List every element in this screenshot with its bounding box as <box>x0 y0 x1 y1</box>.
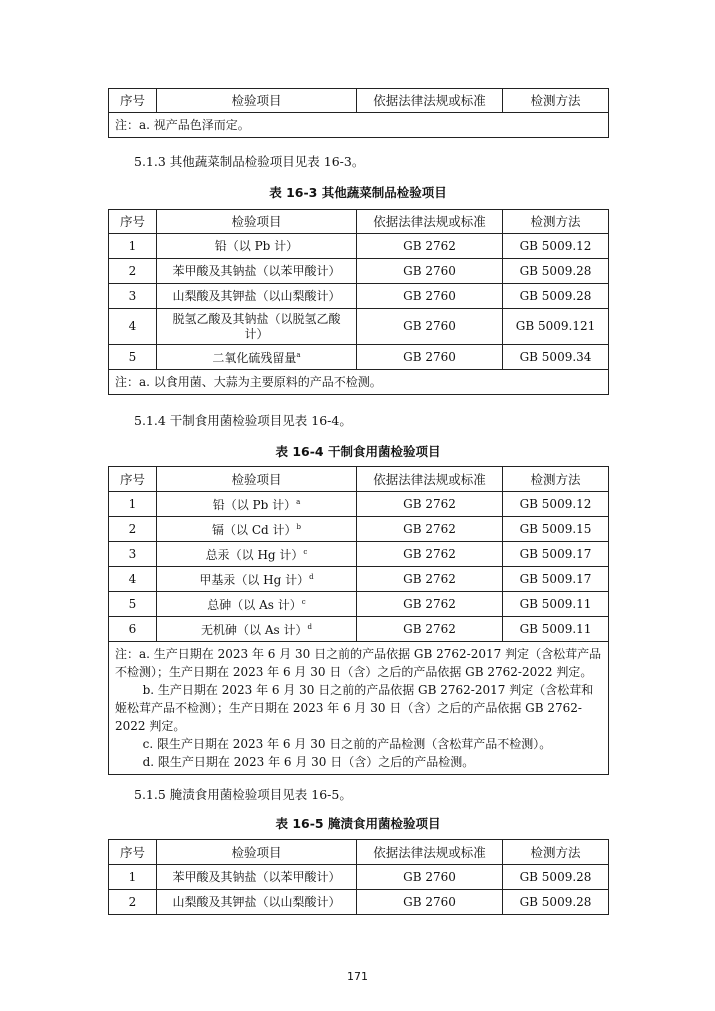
cell-no <box>109 492 157 517</box>
cell-no <box>109 345 157 370</box>
header-item: 检验项目 <box>157 210 357 234</box>
cell-item <box>157 617 357 642</box>
cell-no-text: 6 <box>128 621 137 636</box>
cell-no <box>109 865 157 890</box>
table-caption: 表 16-4 干制食用菌检验项目 <box>275 444 441 459</box>
cell-standard <box>357 259 503 284</box>
cell-method-text: GB 5009.11 <box>519 621 592 636</box>
cell-item-text: 甲基汞（以 Hg 计） <box>199 573 310 587</box>
cell-no-text: 5 <box>128 349 137 364</box>
table-row <box>109 517 609 542</box>
cell-no-text: 1 <box>128 496 137 511</box>
cell-standard <box>357 542 503 567</box>
cell-item <box>157 592 357 617</box>
cell-standard-text: GB 2760 <box>403 894 456 909</box>
header-standard: 依据法律法规或标准 <box>357 210 503 234</box>
note-c: c. 限生产日期在 2023 年 6 月 30 日之前的产品检测（含松茸产品不检测）。 <box>142 737 552 751</box>
cell-method-text: GB 5009.28 <box>519 288 592 303</box>
cell-no <box>109 617 157 642</box>
cell-method <box>503 284 609 309</box>
table-row <box>109 492 609 517</box>
header-method: 检测方法 <box>503 840 609 865</box>
cell-standard <box>357 592 503 617</box>
table-header-row <box>109 89 609 113</box>
cell-method <box>503 309 609 345</box>
cell-item <box>157 345 357 370</box>
table-row <box>109 592 609 617</box>
header-no: 序号 <box>109 840 157 865</box>
cell-item-text: 脱氢乙酸及其钠盐（以脱氢乙酸计） <box>172 311 341 341</box>
table-header-row <box>109 210 609 234</box>
cell-no <box>109 234 157 259</box>
cell-item-text: 山梨酸及其钾盐（以山梨酸计） <box>172 288 341 303</box>
footnote-marker: a <box>296 498 301 506</box>
cell-item-text: 铅（以 Pb 计） <box>212 498 297 512</box>
cell-method-text: GB 5009.28 <box>519 894 592 909</box>
cell-method <box>503 492 609 517</box>
table-row <box>109 345 609 370</box>
header-method: 检测方法 <box>503 210 609 234</box>
cell-method <box>503 592 609 617</box>
cell-method-text: GB 5009.11 <box>519 596 592 611</box>
cell-method-text: GB 5009.12 <box>519 496 592 511</box>
cell-no-text: 2 <box>128 521 137 536</box>
cell-no-text: 3 <box>128 288 137 303</box>
cell-item <box>157 865 357 890</box>
table-16-5 <box>108 839 609 915</box>
cell-item <box>157 890 357 915</box>
cell-item-text: 总砷（以 As 计） <box>207 598 302 612</box>
cell-method <box>503 517 609 542</box>
cell-no-text: 2 <box>128 894 137 909</box>
table-row <box>109 309 609 345</box>
table-row <box>109 890 609 915</box>
cell-no-text: 5 <box>128 596 137 611</box>
cell-item-text: 铅（以 Pb 计） <box>214 238 299 253</box>
header-item: 检验项目 <box>157 89 357 113</box>
cell-item-text: 总汞（以 Hg 计） <box>205 548 304 562</box>
cell-method-text: GB 5009.12 <box>519 238 592 253</box>
cell-standard <box>357 234 503 259</box>
table-row <box>109 617 609 642</box>
cell-standard-text: GB 2762 <box>403 621 456 636</box>
header-method: 检测方法 <box>503 89 609 113</box>
cell-item <box>157 284 357 309</box>
cell-item <box>157 309 357 345</box>
header-standard: 依据法律法规或标准 <box>357 467 503 492</box>
cell-method <box>503 345 609 370</box>
cell-standard-text: GB 2762 <box>403 546 456 561</box>
cell-standard <box>357 890 503 915</box>
cell-method-text: GB 5009.28 <box>519 263 592 278</box>
cell-standard <box>357 617 503 642</box>
table-16-3 <box>108 209 609 395</box>
cell-standard-text: GB 2762 <box>403 571 456 586</box>
header-item: 检验项目 <box>157 840 357 865</box>
cell-standard-text: GB 2760 <box>403 349 456 364</box>
cell-item-text: 山梨酸及其钾盐（以山梨酸计） <box>172 894 341 909</box>
cell-item <box>157 567 357 592</box>
header-standard: 依据法律法规或标准 <box>357 840 503 865</box>
cell-method-text: GB 5009.17 <box>519 546 592 561</box>
table-row <box>109 865 609 890</box>
cell-no <box>109 567 157 592</box>
cell-standard-text: GB 2760 <box>403 869 456 884</box>
cell-standard-text: GB 2762 <box>403 521 456 536</box>
cell-no <box>109 284 157 309</box>
cell-item-text: 苯甲酸及其钠盐（以苯甲酸计） <box>172 869 341 884</box>
table-row <box>109 284 609 309</box>
table-note: 注：a. 以食用菌、大蒜为主要原料的产品不检测。 <box>109 370 609 395</box>
cell-standard <box>357 492 503 517</box>
section-paragraph: 5.1.4 干制食用菌检验项目见表 16-4。 <box>134 413 352 428</box>
table-note: 注：a. 视产品色泽而定。 <box>109 113 609 138</box>
table-header-row <box>109 467 609 492</box>
cell-standard <box>357 865 503 890</box>
footnote-marker: d <box>309 573 314 581</box>
cell-item-text: 无机砷（以 As 计） <box>201 623 308 637</box>
cell-method-text: GB 5009.15 <box>519 521 592 536</box>
footnote-marker: c <box>303 548 308 556</box>
cell-item <box>157 492 357 517</box>
cell-method-text: GB 5009.17 <box>519 571 592 586</box>
cell-standard-text: GB 2760 <box>403 288 456 303</box>
header-item: 检验项目 <box>157 467 357 492</box>
cell-no-text: 3 <box>128 546 137 561</box>
cell-method-text: GB 5009.34 <box>519 349 592 364</box>
footnote-marker: d <box>307 623 312 631</box>
cell-method <box>503 890 609 915</box>
cell-standard-text: GB 2762 <box>403 238 456 253</box>
cell-item <box>157 517 357 542</box>
cell-standard <box>357 517 503 542</box>
cell-standard <box>357 309 503 345</box>
table-caption: 表 16-3 其他蔬菜制品检验项目 <box>269 185 447 200</box>
cell-method-text: GB 5009.121 <box>515 319 596 333</box>
cell-item <box>157 234 357 259</box>
table-caption: 表 16-5 腌渍食用菌检验项目 <box>275 816 441 831</box>
table-row <box>109 259 609 284</box>
cell-standard-text: GB 2762 <box>403 596 456 611</box>
table-row <box>109 234 609 259</box>
header-no: 序号 <box>109 210 157 234</box>
cell-no <box>109 592 157 617</box>
footnote-marker: b <box>296 523 301 531</box>
cell-standard-text: GB 2762 <box>403 496 456 511</box>
cell-no-text: 4 <box>128 571 137 586</box>
cell-item-text: 苯甲酸及其钠盐（以苯甲酸计） <box>172 263 341 278</box>
table-notes <box>109 642 609 775</box>
header-no: 序号 <box>109 89 157 113</box>
cell-method <box>503 567 609 592</box>
cell-no <box>109 542 157 567</box>
cell-no-text: 1 <box>128 238 137 253</box>
cell-no-text: 2 <box>128 263 137 278</box>
table-header-row <box>109 840 609 865</box>
cell-standard <box>357 345 503 370</box>
cell-method <box>503 617 609 642</box>
cell-no-text: 1 <box>128 869 137 884</box>
cell-method <box>503 234 609 259</box>
cell-method <box>503 259 609 284</box>
cell-standard-text: GB 2760 <box>403 263 456 278</box>
note-d: d. 限生产日期在 2023 年 6 月 30 日（含）之后的产品检测。 <box>142 755 475 769</box>
cell-no-text: 4 <box>128 319 137 333</box>
cell-no <box>109 517 157 542</box>
header-standard: 依据法律法规或标准 <box>357 89 503 113</box>
table-row <box>109 542 609 567</box>
cell-method <box>503 542 609 567</box>
cell-method <box>503 865 609 890</box>
cell-item <box>157 259 357 284</box>
header-method: 检测方法 <box>503 467 609 492</box>
section-paragraph: 5.1.3 其他蔬菜制品检验项目见表 16-3。 <box>134 154 365 169</box>
cell-no <box>109 890 157 915</box>
cell-standard <box>357 284 503 309</box>
cell-standard <box>357 567 503 592</box>
section-paragraph: 5.1.5 腌渍食用菌检验项目见表 16-5。 <box>134 787 352 802</box>
cell-no <box>109 309 157 345</box>
cell-item-text: 镉（以 Cd 计） <box>212 523 297 537</box>
note-a: 注：a. 生产日期在 2023 年 6 月 30 日之前的产品依据 GB 2762-2017 判定（含松茸产品不检测）；生产日期在 2023 年 6 月 30 日（含）之后的产品依据 GB 2762-2022 判定。 <box>115 647 602 679</box>
page-number: 171 <box>347 970 368 983</box>
cell-standard-text: GB 2760 <box>403 319 456 333</box>
footnote-marker: a <box>296 351 301 359</box>
cell-item <box>157 542 357 567</box>
cell-method-text: GB 5009.28 <box>519 869 592 884</box>
table-16-4 <box>108 466 609 775</box>
table-continued <box>108 88 609 138</box>
footnote-marker: c <box>301 598 306 606</box>
table-row <box>109 567 609 592</box>
cell-item-text: 二氧化硫残留量 <box>212 351 297 365</box>
note-b: b. 生产日期在 2023 年 6 月 30 日之前的产品依据 GB 2762-2017 判定（含松茸和姬松茸产品不检测）；生产日期在 2023 年 6 月 30 日（含）之后的产品依据 GB 2762-2022 判定。 <box>115 683 594 733</box>
cell-no <box>109 259 157 284</box>
header-no: 序号 <box>109 467 157 492</box>
